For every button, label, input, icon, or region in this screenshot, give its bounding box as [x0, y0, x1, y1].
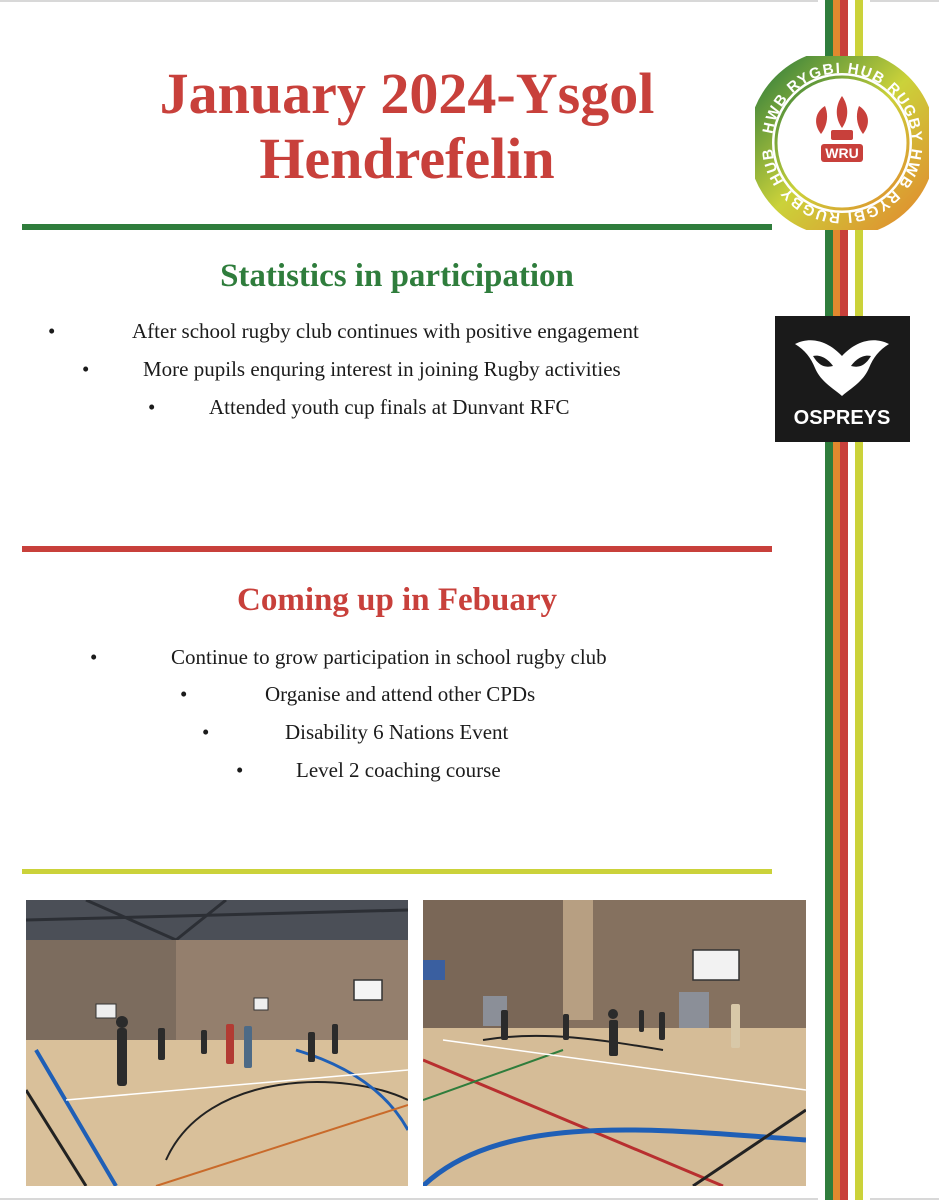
ospreys-logo — [775, 316, 910, 442]
bullet-dot: • — [48, 319, 56, 343]
bullet-text: Organise and attend other CPDs — [265, 682, 536, 706]
bullet-dot: • — [82, 357, 90, 381]
red-divider — [22, 546, 772, 552]
wru-text: WRU — [825, 145, 859, 161]
osprey-mask-icon — [795, 340, 889, 396]
statistics-heading: Statistics in participation — [220, 258, 574, 294]
bullet-dot: • — [90, 645, 98, 669]
bullet-text: Disability 6 Nations Event — [285, 720, 509, 744]
title-line-1: January 2024-Ysgol — [159, 61, 655, 126]
bullet-text: After school rugby club continues with positive engagement — [132, 319, 639, 343]
coming-up-bullet — [22, 716, 772, 748]
coming-up-heading: Coming up in Febuary — [237, 582, 557, 618]
coming-up-bullet — [22, 754, 772, 786]
statistics-bullet — [22, 353, 772, 385]
green-divider — [22, 224, 772, 230]
statistics-bullet — [22, 315, 772, 347]
coming-up-bullet — [22, 641, 772, 673]
sports-hall-photo-right — [423, 900, 806, 1186]
hub-ring-text: HWB RYGBI HUB RUGBY HWB RYGBI RUGBY HUB — [758, 59, 926, 227]
title-line-2: Hendrefelin — [259, 125, 555, 191]
yellow-divider — [22, 869, 772, 874]
bullet-text: More pupils enquring interest in joining Rugby activities — [143, 357, 621, 381]
page-title — [22, 62, 792, 192]
bullet-dot: • — [180, 682, 188, 706]
sports-hall-photo-left — [26, 900, 408, 1186]
rugby-hub-logo — [755, 56, 929, 230]
bullet-text: Level 2 coaching course — [296, 758, 501, 782]
page-top-edge — [0, 0, 939, 2]
bullet-text: Attended youth cup finals at Dunvant RFC — [209, 395, 570, 419]
bullet-text: Continue to grow participation in school rugby club — [171, 645, 607, 669]
ospreys-text: OSPREYS — [793, 407, 891, 429]
coming-up-bullet — [22, 678, 772, 710]
bullet-dot: • — [148, 395, 156, 419]
bullet-dot: • — [202, 720, 210, 744]
bullet-dot: • — [236, 758, 244, 782]
statistics-bullet — [22, 391, 772, 423]
